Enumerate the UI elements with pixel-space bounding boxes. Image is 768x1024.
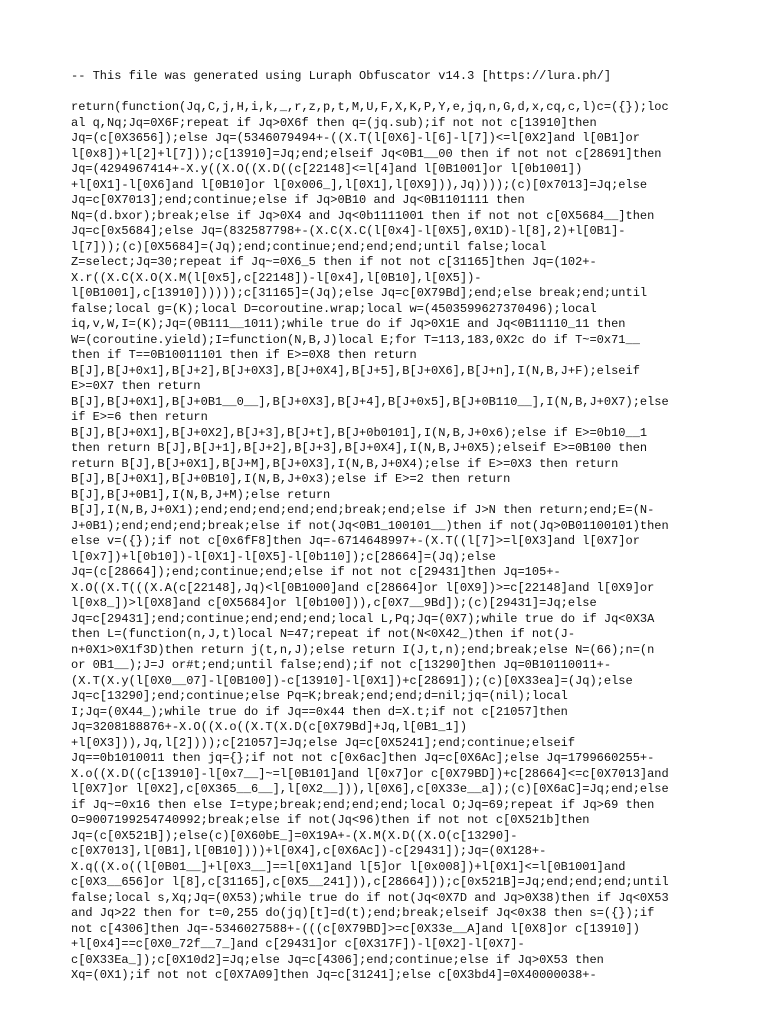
- code-line: Jq=3208188876+-X.O((X.o((X.T(X.D(c[0X79Bd]+Jq,l[0B1_1]): [71, 720, 468, 734]
- code-line: Jq=(c[0X3656]);else Jq=(5346079494+-((X.T(l[0X6]-l[6]-l[7])<=l[0X2]and l[0B1]or: [71, 131, 640, 145]
- code-line: B[J],B[J+0x1],B[J+2],B[J+0X3],B[J+0X4],B[J+5],B[J+0X6],B[J+n],I(N,B,J+F);elseif: [71, 363, 640, 378]
- code-line: then L=(function(n,J,t)local N=47;repeat if not(N<0X42_)then if not(J-: [71, 627, 576, 641]
- code-line: l[7]));(c)[0X5684]=(Jq);end;continue;end;end;end;until false;local: [71, 239, 547, 254]
- code-line: (X.T(X.y(l[0X0__07]-l[0B100])-c[13910]-l[0X1])+c[28691]);(c)[0X33ea]=(Jq);else: [71, 673, 633, 688]
- code-line: l[0x7])+l[0b10])-l[0X1]-l[0X5]-l[0b110]);c[28664]=(Jq);else: [71, 549, 496, 564]
- code-line: not c[4306]then Jq=-5346027588+-(((c[0X79BD]>=c[0X33e__A]and l[0X8]or c[13910]): [71, 921, 640, 936]
- code-line: Jq=c[0x5684];else Jq=(832587798+-(X.C(X.C(l[0x4]-l[0X5],0X1D)-l[8],2)+l[0B1]-: [71, 224, 626, 238]
- code-line: c[0X33Ea_]);c[0X10d2]=Jq;else Jq=c[4306];end;continue;else if Jq>0X53 then: [71, 952, 604, 967]
- code-line: or 0B1__);J=J or#t;end;until false;end);if not c[13290]then Jq=0B10110011+-: [71, 658, 612, 672]
- code-line: Jq=c[0X7013];end;continue;else if Jq>0B10 and Jq<0B1101111 then: [71, 193, 525, 207]
- code-line: Jq=(4294967414+-X.y((X.O((X.D((c[22148]<=l[4]and l[0B1001]or l[0b1001]): [71, 162, 583, 176]
- code-line: c[0X3__656]or l[8],c[31165],c[0X5__241])),c[28664]));c[0x521B]=Jq;end;end;end;until: [71, 875, 669, 889]
- code-line: X.O((X.T(((X.A(c[22148],Jq)<l[0B1000]and c[28664]or l[0X9])>=c[22148]and l[0X9]or: [71, 580, 655, 595]
- code-line: then if T==0B10011101 then if E>=0X8 then return: [71, 348, 417, 362]
- code-line: Jq=c[29431];end;continue;end;end;end;local L,Pq;Jq=(0X7);while true do if Jq<0X3A: [71, 611, 655, 626]
- code-line: l[0x8_])>l[0X8]and c[0X5684]or l[0b100])),c[0X7__9Bd]);(c)[29431]=Jq;else: [71, 596, 597, 610]
- code-line: return B[J],B[J+0X1],B[J+M],B[J+0X3],I(N,B,J+0X4);else if E>=0X3 then return: [71, 456, 619, 471]
- code-line: iq,v,W,I=(K);Jq=(0B111__1011);while true do if Jq>0X1E and Jq<0B11110_11 then: [71, 317, 626, 331]
- code-line: O=9007199254740992;break;else if not(Jq<96)then if not not c[0X521b]then: [71, 813, 590, 827]
- code-line: l[0x8])+l[2]+l[7]));c[13910]=Jq;end;elseif Jq<0B1__00 then if not not c[28691]then: [71, 146, 662, 161]
- code-line: and Jq>22 then for t=0,255 do(jq)[t]=d(t);end;break;elseif Jq<0x38 then s=({});if: [71, 906, 655, 920]
- code-line: if Jq~=0x16 then else I=type;break;end;end;end;local O;Jq=69;repeat if Jq>69 then: [71, 797, 655, 812]
- code-line: +l[0X3])),Jq,l[2])));c[21057]=Jq;else Jq=c[0X5241];end;continue;elseif: [71, 735, 576, 750]
- code-line: E>=0X7 then return: [71, 379, 201, 393]
- code-line: c[0X7013],l[0B1],l[0B10])))+l[0X4],c[0X6Ac])-c[29431]);Jq=(0X128+-: [71, 844, 547, 858]
- code-line: X.q((X.o((l[0B01__]+l[0X3__]==l[0X1]and l[5]or l[0x008])+l[0X1]<=l[0B1001]and: [71, 859, 626, 874]
- code-line: al q,Nq;Jq=0X6F;repeat if Jq>0X6f then q=(jq.sub);if not not c[13910]then: [71, 115, 597, 130]
- code-line: Xq=(0X1);if not not c[0X7A09]then Jq=c[31241];else c[0X3bd4]=0X40000038+-: [71, 968, 597, 982]
- code-line: +l[0X1]-l[0X6]and l[0B10]or l[0x006_],l[0X1],l[0X9])),Jq))));(c)[0x7013]=Jq;else: [71, 177, 648, 192]
- code-line: return(function(Jq,C,j,H,i,k,_,r,z,p,t,M,U,F,X,K,P,Y,e,jq,n,G,d,x,cq,c,l)c=({});loc: [71, 100, 669, 114]
- code-line: X.r((X.C(X.O(X.M(l[0x5],c[22148])-l[0x4],l[0B10],l[0X5])-: [71, 270, 482, 285]
- code-line: B[J],B[J+0B1],I(N,B,J+M);else return: [71, 487, 331, 502]
- code-line: then return B[J],B[J+1],B[J+2],B[J+3],B[J+0X4],I(N,B,J+0X5);elseif E>=0B100 then: [71, 441, 648, 455]
- code-line: B[J],B[J+0X1],B[J+0B10],I(N,B,J+0x3);else if E>=2 then return: [71, 472, 511, 486]
- header-comment-line: -- This file was generated using Luraph Obfuscator v14.3 [https://lura.ph/]: [71, 69, 612, 83]
- code-line: B[J],B[J+0X1],B[J+0B1__0__],B[J+0X3],B[J+4],B[J+0x5],B[J+0B110__],I(N,B,J+0X7);else: [71, 394, 669, 409]
- code-listing: [71, 69, 701, 984]
- code-line: Jq=(c[0X521B]);else(c)[0X60bE_]=0X19A+-(X.M(X.D((X.O(c[13290]-: [71, 828, 518, 843]
- code-line: [71, 85, 701, 101]
- code-line: n+0X1>0X1f3D)then return j(t,n,J);else return I(J,t,n);end;break;else N=(66);n=(n: [71, 642, 655, 657]
- code-line: B[J],I(N,B,J+0X1);end;end;end;end;end;break;end;else if J>N then return;end;E=(N-: [71, 503, 655, 517]
- code-line: X.o((X.D((c[13910]-l[0x7__]~=l[0B101]and l[0x7]or c[0X79BD])+c[28664]<=c[0X7013]and: [71, 766, 669, 781]
- code-line: if E>=6 then return: [71, 410, 208, 424]
- code-line: false;local s,Xq;Jq=(0X53);while true do if not(Jq<0X7D and Jq>0X38)then if Jq<0X53: [71, 890, 669, 905]
- code-line: B[J],B[J+0X1],B[J+0X2],B[J+3],B[J+t],B[J+0b0101],I(N,B,J+0x6);else if E>=0b10__1: [71, 425, 648, 440]
- code-line: I;Jq=(0X44_);while true do if Jq==0x44 then d=X.t;if not c[21057]then: [71, 704, 568, 719]
- code-line: Z=select;Jq=30;repeat if Jq~=0X6_5 then if not not c[31165]then Jq=(102+-: [71, 255, 597, 269]
- code-line: Jq=c[13290];end;continue;else Pq=K;break;end;end;d=nil;jq=(nil);local: [71, 689, 568, 703]
- code-line: Jq=(c[28664]);end;continue;end;else if not not c[29431]then Jq=105+-: [71, 565, 561, 579]
- code-line: l[0B1001],c[13910])))));c[31165]=(Jq);else Jq=c[0X79Bd];end;else break;end;until: [71, 286, 648, 300]
- code-line: false;local g=(K);local D=coroutine.wrap;local w=(4503599627370496);local: [71, 301, 597, 316]
- code-line: else v=({});if not c[0x6fF8]then Jq=-6714648997+-(X.T((l[7]>=l[0X3]and l[0X7]or: [71, 534, 640, 548]
- code-line: l[0X7]or l[0X2],c[0X365__6__],l[0X2__])),l[0X6],c[0X33e__a]);(c)[0X6aC]=Jq;end;else: [71, 782, 669, 796]
- code-line: W=(coroutine.yield);I=function(N,B,J)local E;for T=113,183,0X2c do if T~=0x71__: [71, 332, 640, 347]
- code-line: J+0B1);end;end;end;break;else if not(Jq<0B1_100101__)then if not(Jq>0B01100101)then: [71, 518, 669, 533]
- code-line: +l[0x4]==c[0X0_72f__7_]and c[29431]or c[0X317F])-l[0X2]-l[0X7]-: [71, 937, 525, 951]
- code-line: Nq=(d.bxor);break;else if Jq>0X4 and Jq<0b1111001 then if not not c[0X5684__]then: [71, 208, 655, 223]
- code-line: Jq==0b1010011 then jq={};if not not c[0x6ac]then Jq=c[0X6Ac];else Jq=1799660255+-: [71, 751, 655, 765]
